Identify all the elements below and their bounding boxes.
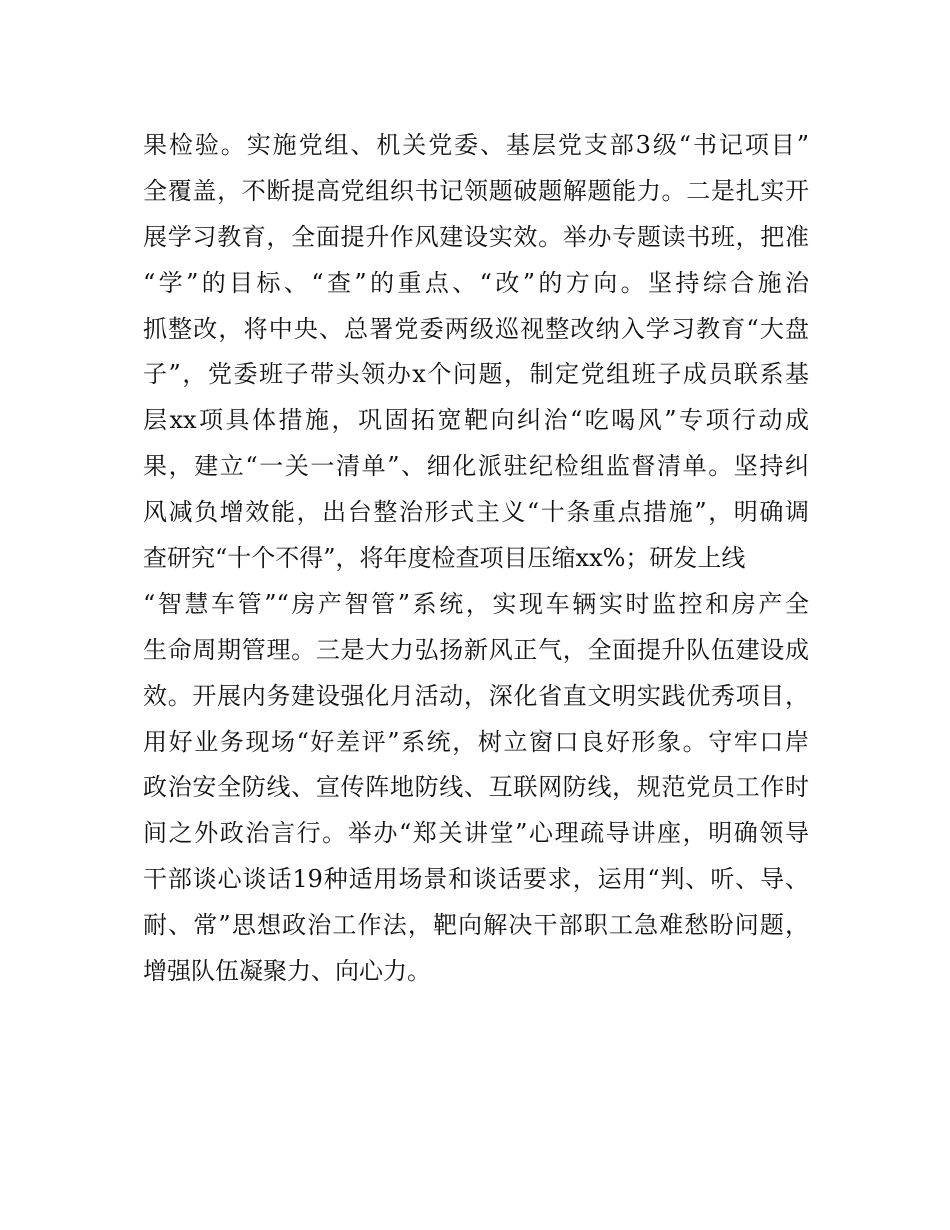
text-line: 政治安全防线、宣传阵地防线、互联网防线，规范党员工作时 bbox=[143, 773, 809, 802]
text-line: 生命周期管理。三是大力弘扬新风正气，全面提升队伍建设成 bbox=[143, 635, 809, 664]
text-line: 用好业务现场“好差评”系统，树立窗口良好形象。守牢口岸 bbox=[143, 727, 809, 756]
text-line: 查研究“十个不得”，将年度检查项目压缩xx%；研发上线 bbox=[143, 544, 746, 573]
text-line: “智慧车管”“房产智管”系统，实现车辆实时监控和房产全 bbox=[143, 589, 809, 618]
text-line: 效。开展内务建设强化月活动，深化省直文明实践优秀项目， bbox=[143, 681, 809, 710]
text-line: 风减负增效能，出台整治形式主义“十条重点措施”，明确调 bbox=[143, 498, 809, 527]
body-paragraph bbox=[143, 128, 809, 1000]
text-line: 果检验。实施党组、机关党委、基层党支部3级“书记项目” bbox=[143, 131, 809, 159]
text-line: 干部谈心谈话19种适用场景和谈话要求，运用“判、听、导、 bbox=[143, 865, 809, 894]
text-line: 抓整改，将中央、总署党委两级巡视整改纳入学习教育“大盘 bbox=[143, 314, 809, 343]
text-line: 间之外政治言行。举办“郑关讲堂”心理疏导讲座，明确领导 bbox=[143, 819, 809, 848]
text-line: 全覆盖，不断提高党组织书记领题破题解题能力。二是扎实开 bbox=[143, 176, 809, 205]
text-line: 增强队伍凝聚力、向心力。 bbox=[143, 957, 431, 986]
text-line: 展学习教育，全面提升作风建设实效。举办专题读书班，把准 bbox=[143, 222, 809, 251]
text-line: 耐、常”思想政治工作法，靶向解决干部职工急难愁盼问题， bbox=[143, 911, 809, 940]
text-line: 层xx项具体措施，巩固拓宽靶向纠治“吃喝风”专项行动成 bbox=[143, 406, 809, 435]
text-line: 果，建立“一关一清单”、细化派驻纪检组监督清单。坚持纠 bbox=[143, 452, 809, 481]
text-line: “学”的目标、“查”的重点、“改”的方向。坚持综合施治 bbox=[143, 268, 809, 297]
text-line: 子”，党委班子带头领办x个问题，制定党组班子成员联系基 bbox=[143, 360, 809, 389]
